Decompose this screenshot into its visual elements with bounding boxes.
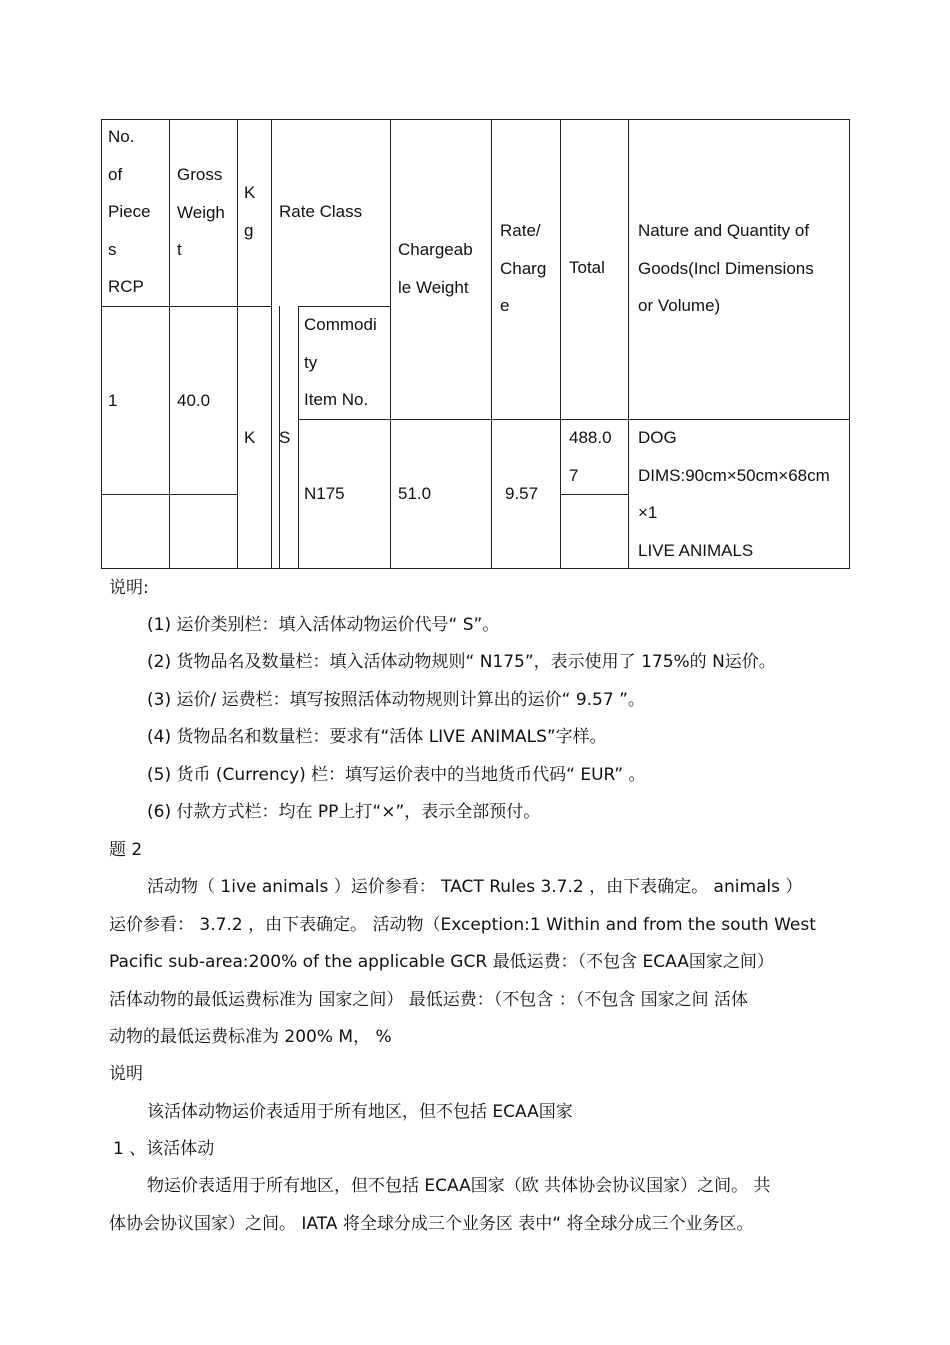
header-commodity-item: Commodi ty Item No. <box>304 315 377 409</box>
value-kg: K <box>244 428 256 447</box>
value-gross-weight: 40.0 <box>177 391 211 410</box>
value-pieces: 1 <box>108 391 118 410</box>
header-kg: K g <box>244 183 256 240</box>
question-title: 题 2 <box>109 840 143 860</box>
note-item: (1) 运价类别栏：填入活体动物运价代号“ S”。 <box>147 615 500 635</box>
value-nature-quantity: DOG DIMS:90cm×50cm×68cm ×1 LIVE ANIMALS <box>638 428 830 560</box>
table-border-top <box>101 119 850 120</box>
header-nature-quantity: Nature and Quantity of Goods(Incl Dimensions or Volume) <box>638 221 814 315</box>
table-col-rule-8 <box>560 119 561 569</box>
table-rule-header-bottom <box>101 306 271 307</box>
question-line: 运价参看： 3.7.2 ，由下表确定。 活动物（Exception:1 Within and from the south West <box>109 915 816 935</box>
table-border-left <box>101 119 102 569</box>
question-line: 动物的最低运费标准为 200% M， % <box>109 1027 392 1047</box>
table-col-rule-9 <box>628 119 629 569</box>
table-rule-row-split <box>298 419 390 420</box>
explain-heading: 说明 <box>109 1064 143 1084</box>
note-item: (5) 货币 (Currency) 栏：填写运价表中的当地货币代码“ EUR” 。 <box>147 765 646 785</box>
table-col-rule-5 <box>298 306 299 569</box>
table-col-rule-7 <box>491 119 492 569</box>
table-col-rule-3 <box>271 119 272 569</box>
note-item: (4) 货物品名和数量栏：要求有“活体 LIVE ANIMALS”字样。 <box>147 727 607 747</box>
note-item: (2) 货物品名及数量栏：填入活体动物规则“ N175”，表示使用了 175%的 N运价。 <box>147 652 776 672</box>
table-col-rule-2 <box>237 119 238 569</box>
header-total: Total <box>569 258 605 277</box>
table-col-rule-1 <box>169 119 170 569</box>
explain-line: 体协会协议国家）之间。 IATA 将全球分成三个业务区 表中“ 将全球分成三个业务区。 <box>109 1214 754 1234</box>
notes-heading: 说明: <box>109 578 149 598</box>
value-rate-class: S <box>279 428 291 447</box>
value-total: 488.0 7 <box>569 428 612 485</box>
value-rate-charge: 9.57 <box>505 484 539 503</box>
header-rate-class: Rate Class <box>279 202 363 221</box>
question-line: Pacific sub-area:200% of the applicable GCR 最低运费：（不包含 ECAA国家之间） <box>109 952 774 972</box>
explain-line: 1 、该活体动 <box>113 1139 215 1159</box>
header-gross-weight: Gross Weigh t <box>177 165 225 259</box>
question-line: 活动物（ 1ive animals ）运价参看： TACT Rules 3.7.2 ，由下表确定。 animals ） <box>147 877 803 897</box>
table-rule-total-row <box>560 494 628 495</box>
note-item: (3) 运价/ 运费栏：填写按照活体动物规则计算出的运价“ 9.57 ”。 <box>147 690 645 710</box>
explain-line: 物运价表适用于所有地区，但不包括 ECAA国家（欧 共体协会协议国家）之间。 共 <box>147 1176 771 1196</box>
value-chargeable-weight: 51.0 <box>398 484 432 503</box>
explain-line: 该活体动物运价表适用于所有地区，但不包括 ECAA国家 <box>147 1102 573 1122</box>
header-chargeable-weight: Chargeab le Weight <box>398 240 473 297</box>
question-line: 活体动物的最低运费标准为 国家之间） 最低运费：（不包含 ：（不包含 国家之间 活体 <box>109 990 749 1010</box>
value-commodity-item: N175 <box>304 484 345 503</box>
header-rate-charge: Rate/ Charg e <box>500 221 547 315</box>
table-col-rule-6 <box>390 119 391 569</box>
header-pieces: No. of Piece s RCP <box>108 127 151 296</box>
note-item: (6) 付款方式栏：均在 PP上打“×”，表示全部预付。 <box>147 802 541 822</box>
